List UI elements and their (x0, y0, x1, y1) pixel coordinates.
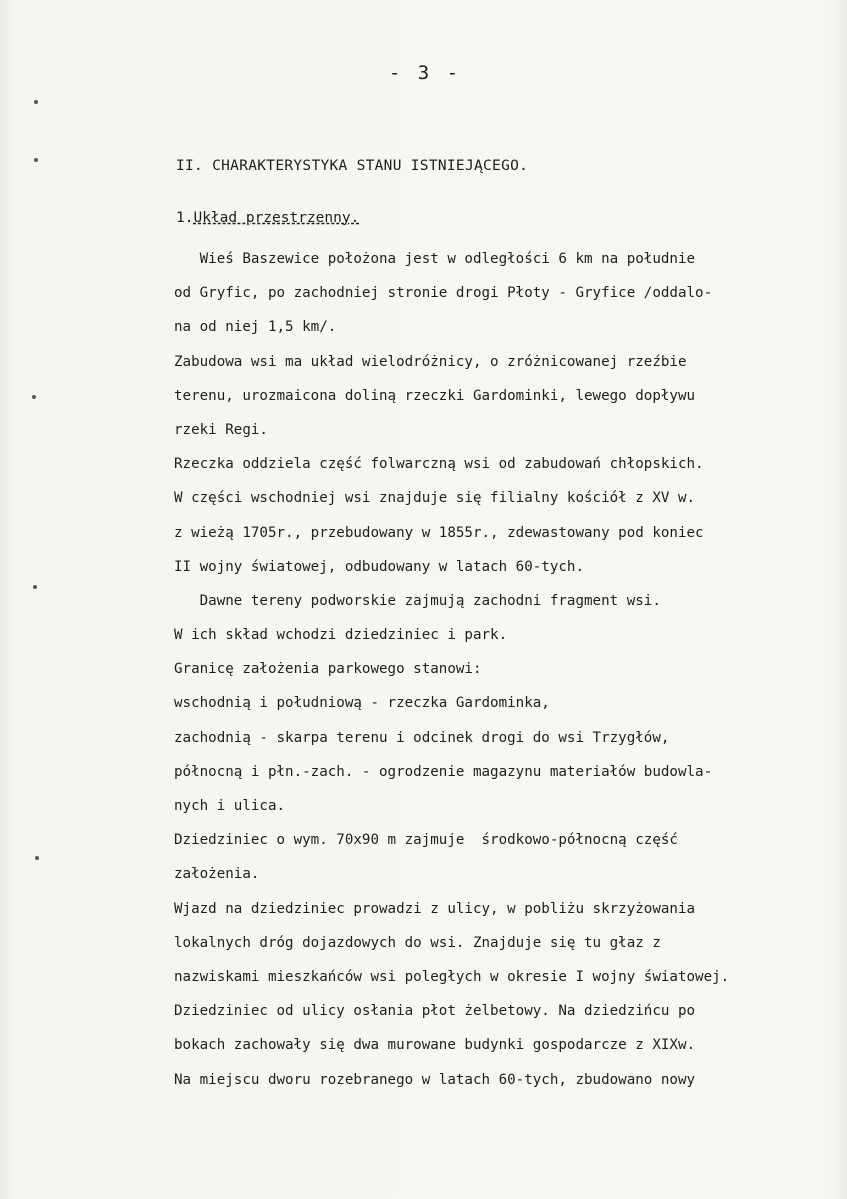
section-heading: II. CHARAKTERYSTYKA STANU ISTNIEJĄCEGO. (176, 158, 529, 174)
text-line: Rzeczka oddziela część folwarczną wsi od zabudowań chłopskich. (174, 456, 704, 473)
subsection-title: Układ przestrzenny. (193, 210, 360, 226)
text-line: na od niej 1,5 km/. (174, 319, 337, 336)
text-line: z wieżą 1705r., przebudowany w 1855r., zdewastowany pod koniec (174, 524, 704, 541)
text-line: terenu, urozmaicona doliną rzeczki Gardominki, lewego dopływu (174, 387, 696, 404)
text-line: północną i płn.-zach. - ogrodzenie magazynu materiałów budowla- (174, 763, 713, 780)
binding-hole-mark (33, 585, 37, 589)
text-line: W części wschodniej wsi znajduje się filialny kościół z XV w. (174, 490, 696, 507)
binding-hole-mark (34, 158, 38, 162)
binding-hole-mark (35, 856, 39, 860)
text-line: lokalnych dróg dojazdowych do wsi. Znajduje się tu głaz z (174, 934, 661, 951)
binding-hole-mark (32, 395, 36, 399)
text-line: od Gryfic, po zachodniej stronie drogi Płoty - Gryfice /oddalo- (174, 285, 713, 302)
text-line: Dawne tereny podworskie zajmują zachodni fragment wsi. (174, 592, 661, 609)
text-line: Wieś Baszewice położona jest w odległości 6 km na południe (174, 251, 696, 267)
text-line: Dziedziniec od ulicy osłania płot żelbetowy. Na dziedzińcu po (174, 1003, 696, 1020)
page-number: - 3 - (388, 62, 462, 84)
subsection-number: 1. (176, 210, 194, 226)
text-line: Granicę założenia parkowego stanowi: (174, 661, 482, 678)
binding-hole-mark (34, 100, 38, 104)
text-line: nazwiskami mieszkańców wsi poległych w okresie I wojny światowej. (174, 968, 730, 985)
text-line: wschodnią i południową - rzeczka Gardominka, (174, 695, 550, 712)
body-text (174, 248, 844, 1103)
text-line: Wjazd na dziedziniec prowadzi z ulicy, w pobliżu skrzyżowania (174, 900, 696, 917)
text-line: Na miejscu dworu rozebranego w latach 60-tych, zbudowano nowy (174, 1071, 696, 1088)
text-line: założenia. (174, 866, 260, 883)
text-line: zachodnią - skarpa terenu i odcinek drogi do wsi Trzygłów, (174, 729, 670, 746)
text-line: bokach zachowały się dwa murowane budynki gospodarcze z XIXw. (174, 1037, 696, 1054)
text-line: rzeki Regi. (174, 421, 268, 438)
subsection-heading (176, 210, 359, 226)
text-line: W ich skład wchodzi dziedziniec i park. (174, 627, 508, 644)
text-line: nych i ulica. (174, 798, 286, 814)
text-line: II wojny światowej, odbudowany w latach 60-tych. (174, 558, 584, 575)
text-line: Dziedziniec o wym. 70x90 m zajmuje środkowo-północną część (174, 832, 678, 849)
text-line: Zabudowa wsi ma układ wielodróżnicy, o zróżnicowanej rzeźbie (174, 353, 687, 370)
